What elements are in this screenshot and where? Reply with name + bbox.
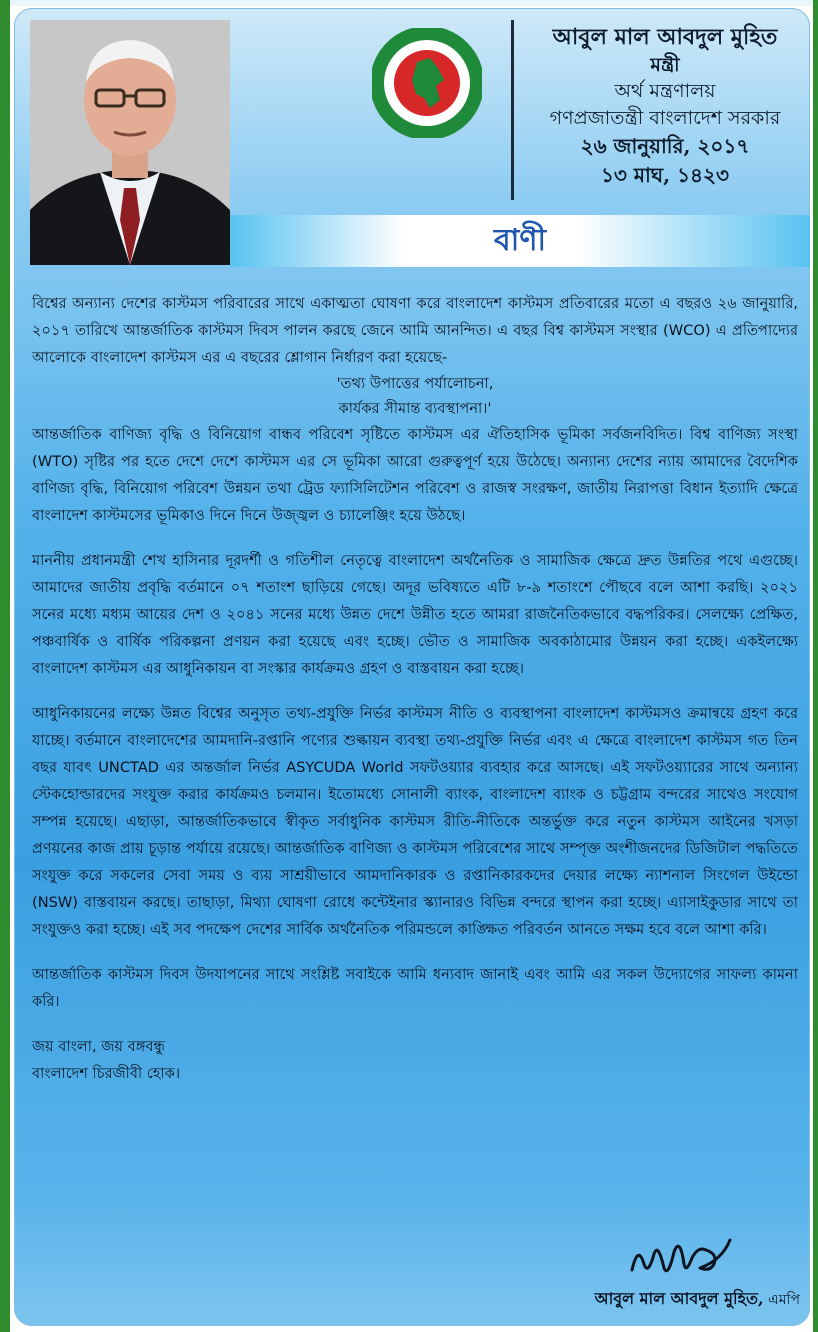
- signatory-suffix: এমপি: [763, 1292, 800, 1308]
- government-name: গণপ্রজাতন্ত্রী বাংলাদেশ সরকার: [549, 107, 781, 129]
- paragraph-modernization: আধুনিকায়নের লক্ষ্যে উন্নত বিশ্বের অনুসৃত তথ্য-প্রযুক্তি নির্ভর কাস্টমস নীতি ও ব্যবস্থাপনা বাংলাদেশ কাস্টমসও ক্রমান্বয়ে গ্রহণ করে যাচ্ছে। বর্তমানে বাংলাদেশের আমদানি-রপ্তানি পণ্যের শুল্কায়ন ব্যবস্থা তথ্য-প্রযুক্তি নির্ভর এবং এ ক্ষেত্রে বাংলাদেশ কাস্টমস গত তিন বছর যাবৎ UNCTAD এর অন্তর্জাল নির্ভর ASYCUDA World সফটওয়্যার ব্যবহার করে আসছে। এই সফটওয়্যারের সাথে অন্যান্য স্টেকহোল্ডারদের সংযুক্ত করার কার্যক্রমও চলমান। ইতোমধ্যে সোনালী ব্যাংক, বাংলাদেশ ব্যাংক ও চট্টগ্রাম বন্দরের সাথেও সংযোগ সম্পন্ন হয়েছে। এছাড়া, আন্তর্জাতিকভাবে স্বীকৃত সর্বাধুনিক কাস্টমস রীতি-নীতিকে অন্তর্ভুক্ত করে নতুন কাস্টমস আইনের খসড়া প্রণয়নের কাজ প্রায় চূড়ান্ত পর্যায়ে রয়েছে। আন্তর্জাতিক বাণিজ্য ও কাস্টমস পরিবেশের সাথে সম্পৃক্ত অংশীজনদের ডিজিটাল পদ্ধতিতে সংযুক্ত করে সকলের সেবা সময় ও ব্যয় সাশ্রয়ীভাবে আমদানিকারক ও রপ্তানিকারকদের দেয়ার লক্ষ্যে ন্যাশনাল সিংগেল উইন্ডো (NSW) বাস্তবায়ন করছে। তাছাড়া, মিথ্যা ঘোষণা রোধে কন্টেইনার স্ক্যানারও বিভিন্ন বন্দরে স্থাপন করা হচ্ছে। এ্যাসাইকুডার সাথে তা সংযুক্তও করা হচ্ছে। এই সব পদক্ষেপ দেশের সার্বিক অর্থনৈতিক পরিমন্ডলে কাঙ্ক্ষিত পরিবর্তন আনতে সক্ষম হবে বলে আশা করি।: [32, 705, 798, 938]
- closing-line-2: বাংলাদেশ চিরজীবী হোক।: [32, 1065, 181, 1082]
- message-body: [32, 290, 798, 1087]
- right-border: [813, 0, 818, 1332]
- minister-photo: [30, 20, 230, 265]
- date-gregorian: ২৬ জানুয়ারি, ২০১৭: [580, 134, 750, 158]
- message-title: বাণী: [493, 223, 547, 258]
- closing-line-1: জয় বাংলা, জয় বঙ্গবন্ধু: [32, 1038, 166, 1055]
- paragraph-intro: বিশ্বের অন্যান্য দেশের কাস্টমস পরিবারের সাথে একাত্মতা ঘোষণা করে বাংলাদেশ কাস্টমস প্রতিবারের মতো এ বছরও ২৬ জানুয়ারি, ২০১৭ তারিখে আন্তর্জাতিক কাস্টমস দিবস পালন করছে জেনে আমি আনন্দিত। এ বছর বিশ্ব কাস্টমস সংস্থার (WCO) এ প্রতিপাদ্যের আলোকে বাংলাদেশ কাস্টমস এর এ বছরের শ্লোগান নির্ধারণ করা হয়েছে-: [32, 295, 798, 366]
- minister-name: আবুল মাল আবদুল মুহিত: [552, 24, 778, 50]
- slogan-line-2: কার্যকর সীমান্ত ব্যবস্থাপনা।': [338, 400, 492, 417]
- top-strip: [10, 0, 813, 6]
- signatory-name: [550, 1286, 800, 1313]
- paragraph-thanks: আন্তর্জাতিক কাস্টমস দিবস উদযাপনের সাথে সংশ্লিষ্ট সবাইকে আমি ধন্যবাদ জানাই এবং আমি এর সকল উদ্যোগের সাফল্য কামনা করি।: [32, 966, 798, 1010]
- header-divider: [511, 20, 514, 200]
- slogan: [32, 371, 798, 421]
- slogan-line-1: 'তথ্য উপাত্তের পর্যালোচনা,: [336, 375, 494, 392]
- government-seal-icon: [372, 28, 482, 138]
- handwritten-signature-icon: [626, 1224, 736, 1284]
- ministry-name: অর্থ মন্ত্রণালয়: [614, 80, 716, 102]
- signatory-name-text: আবুল মাল আবদুল মুহিত,: [594, 1289, 764, 1308]
- closing-lines: [32, 1033, 798, 1087]
- date-bengali: ১৩ মাঘ, ১৪২৩: [600, 163, 730, 187]
- header-title-block: [534, 22, 796, 190]
- left-border: [0, 0, 10, 1332]
- minister-role: মন্ত্রী: [650, 54, 680, 76]
- paragraph-trade: আন্তর্জাতিক বাণিজ্য বৃদ্ধি ও বিনিয়োগ বান্ধব পরিবেশ সৃষ্টিতে কাস্টমস এর ঐতিহাসিক ভূমিকা সর্বজনবিদিত। বিশ্ব বাণিজ্য সংস্থা (WTO) সৃষ্টির পর হতে দেশে দেশে কাস্টমস এর সে ভূমিকা আরো গুরুত্বপূর্ণ হয়ে উঠেছে। অন্যান্য দেশের ন্যায় আমাদের বৈদেশিক বাণিজ্য বৃদ্ধি, বিনিয়োগ পরিবেশ উন্নয়ন তথা ট্রেড ফ্যাসিলিটেশন পরিবেশ ও রাজস্ব সংরক্ষণ, জাতীয় নিরাপত্তা বিধান ইত্যাদি ক্ষেত্রে বাংলাদেশ কাস্টমসের ভূমিকাও দিনে দিনে উজ্জ্বল ও চ্যালেঞ্জিং হয়ে উঠছে।: [32, 426, 798, 524]
- paragraph-development: মাননীয় প্রধানমন্ত্রী শেখ হাসিনার দূরদর্শী ও গতিশীল নেতৃত্বে বাংলাদেশ অর্থনৈতিক ও সামাজিক ক্ষেত্রে দ্রুত উন্নতির পথে এগুচ্ছে। আমাদের জাতীয় প্রবৃদ্ধি বর্তমানে ০৭ শতাংশ ছাড়িয়ে গেছে। অদূর ভবিষ্যতে এটি ৮-৯ শতাংশে পৌছবে বলে আশা করছি। ২০২১ সনের মধ্যে মধ্যম আয়ের দেশ ও ২০৪১ সনের মধ্যে উন্নত দেশে উন্নীত হতে আমরা রাজনৈতিকভাবে বদ্ধপরিকর। সেলক্ষ্যে প্রেক্ষিত, পঞ্চবার্ষিক ও বার্ষিক পরিকল্পনা প্রণয়ন করা হয়েছে এবং হচ্ছে। ভৌত ও সামাজিক অবকাঠামোর উন্নয়ন করা হচ্ছে। একইলক্ষ্যে বাংলাদেশ কাস্টমস এর আধুনিকায়ন বা সংস্কার কার্যক্রমও গ্রহণ ও বাস্তবায়ন করা হচ্ছে।: [32, 552, 798, 677]
- message-panel: [14, 8, 810, 1326]
